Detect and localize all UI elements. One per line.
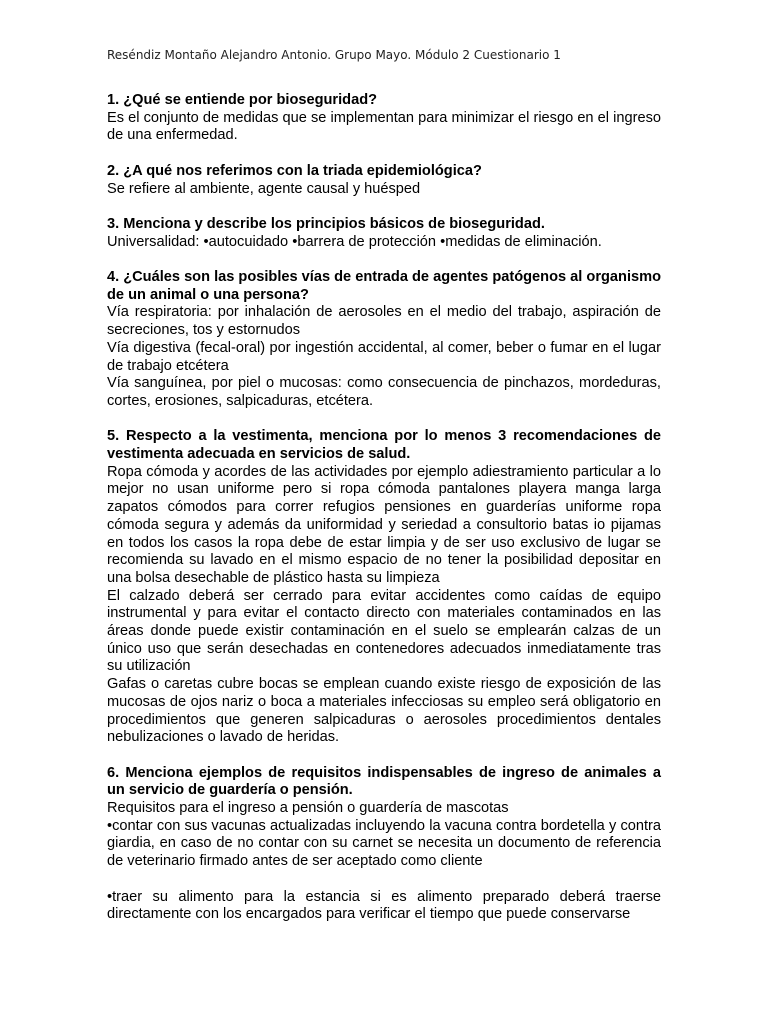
question-section [107,269,661,411]
page-header: Reséndiz Montaño Alejandro Antonio. Grupo Mayo. Módulo 2 Cuestionario 1 [107,48,561,62]
document-body [107,92,661,942]
answer-paragraph: Se refiere al ambiente, agente causal y huésped [107,180,421,197]
answer-paragraph: Gafas o caretas cubre bocas se emplean cuando existe riesgo de exposición de las mucosas de ojos nariz o boca a materiales infecciosas su empleo será obligatorio en procedimientos que generen salpicaduras o aerosoles procedimientos dentales nebulizaciones o lavado de heridas. [107,676,661,746]
answer-paragraph: •traer su alimento para la estancia si es alimento preparado deberá traerse directamente con los encargados para verificar el tiempo que puede conservarse [107,888,661,923]
answer-paragraph: •contar con sus vacunas actualizadas incluyendo la vacuna contra bordetella y contra giardia, en caso de no contar con su carnet se necesita un documento de referencia de veterinario firmado antes de ser aceptado como cliente [107,817,661,870]
answer-paragraph: El calzado deberá ser cerrado para evitar accidentes como caídas de equipo instrumental y para evitar el contacto directo con materiales contaminados en las áreas donde puede existir contaminación en el suelo se emplearán calzas de un único uso que serán desechadas en contenedores adecuados inmediatamente tras su utilización [107,587,661,675]
question-heading: 4. ¿Cuáles son las posibles vías de entrada de agentes patógenos al organismo de un animal o una persona? [107,268,661,303]
question-heading: 1. ¿Qué se entiende por bioseguridad? [107,92,378,108]
question-section [107,216,661,251]
question-section [107,92,661,145]
question-section [107,765,661,924]
answer-paragraph: Vía sanguínea, por piel o mucosas: como consecuencia de pinchazos, mordeduras, cortes, erosiones, salpicaduras, etcétera. [107,375,661,409]
question-heading: 5. Respecto a la vestimenta, menciona por lo menos 3 recomendaciones de vestimenta adecuada en servicios de salud. [107,428,661,462]
question-heading: 3. Menciona y describe los principios básicos de bioseguridad. [107,215,545,232]
answer-paragraph: Vía respiratoria: por inhalación de aerosoles en el medio del trabajo, aspiración de secreciones, tos y estornudos [107,304,661,339]
answer-paragraph: Vía digestiva (fecal-oral) por ingestión accidental, al comer, beber o fumar en el lugar de trabajo etcétera [107,339,661,374]
blank-line [107,871,661,889]
question-section [107,163,661,198]
answer-paragraph: Ropa cómoda y acordes de las actividades por ejemplo adiestramiento particular a lo mejor no usan uniforme pero si ropa cómoda pantalones playera manga larga zapatos cómodos para correr refugios pensiones en guarderías uniforme ropa cómoda segura y además da uniformidad y seriedad a consultorio batas io pijamas en todos los casos la ropa debe de estar limpia y de ser uso exclusivo de lugar se recomienda su lavado en el mismo espacio de no tener la posibilidad depositar en una bolsa desechable de plástico hasta su limpieza [107,463,661,586]
question-section [107,428,661,747]
answer-paragraph: Universalidad: •autocuidado •barrera de protección •medidas de eliminación. [107,233,602,250]
answer-paragraph: Es el conjunto de medidas que se implementan para minimizar el riesgo en el ingreso de una enfermedad. [107,109,661,144]
question-heading: 6. Menciona ejemplos de requisitos indispensables de ingreso de animales a un servicio de guardería o pensión. [107,764,661,799]
question-heading: 2. ¿A qué nos referimos con la triada epidemiológica? [107,162,482,179]
answer-paragraph: Requisitos para el ingreso a pensión o guardería de mascotas [107,800,509,817]
